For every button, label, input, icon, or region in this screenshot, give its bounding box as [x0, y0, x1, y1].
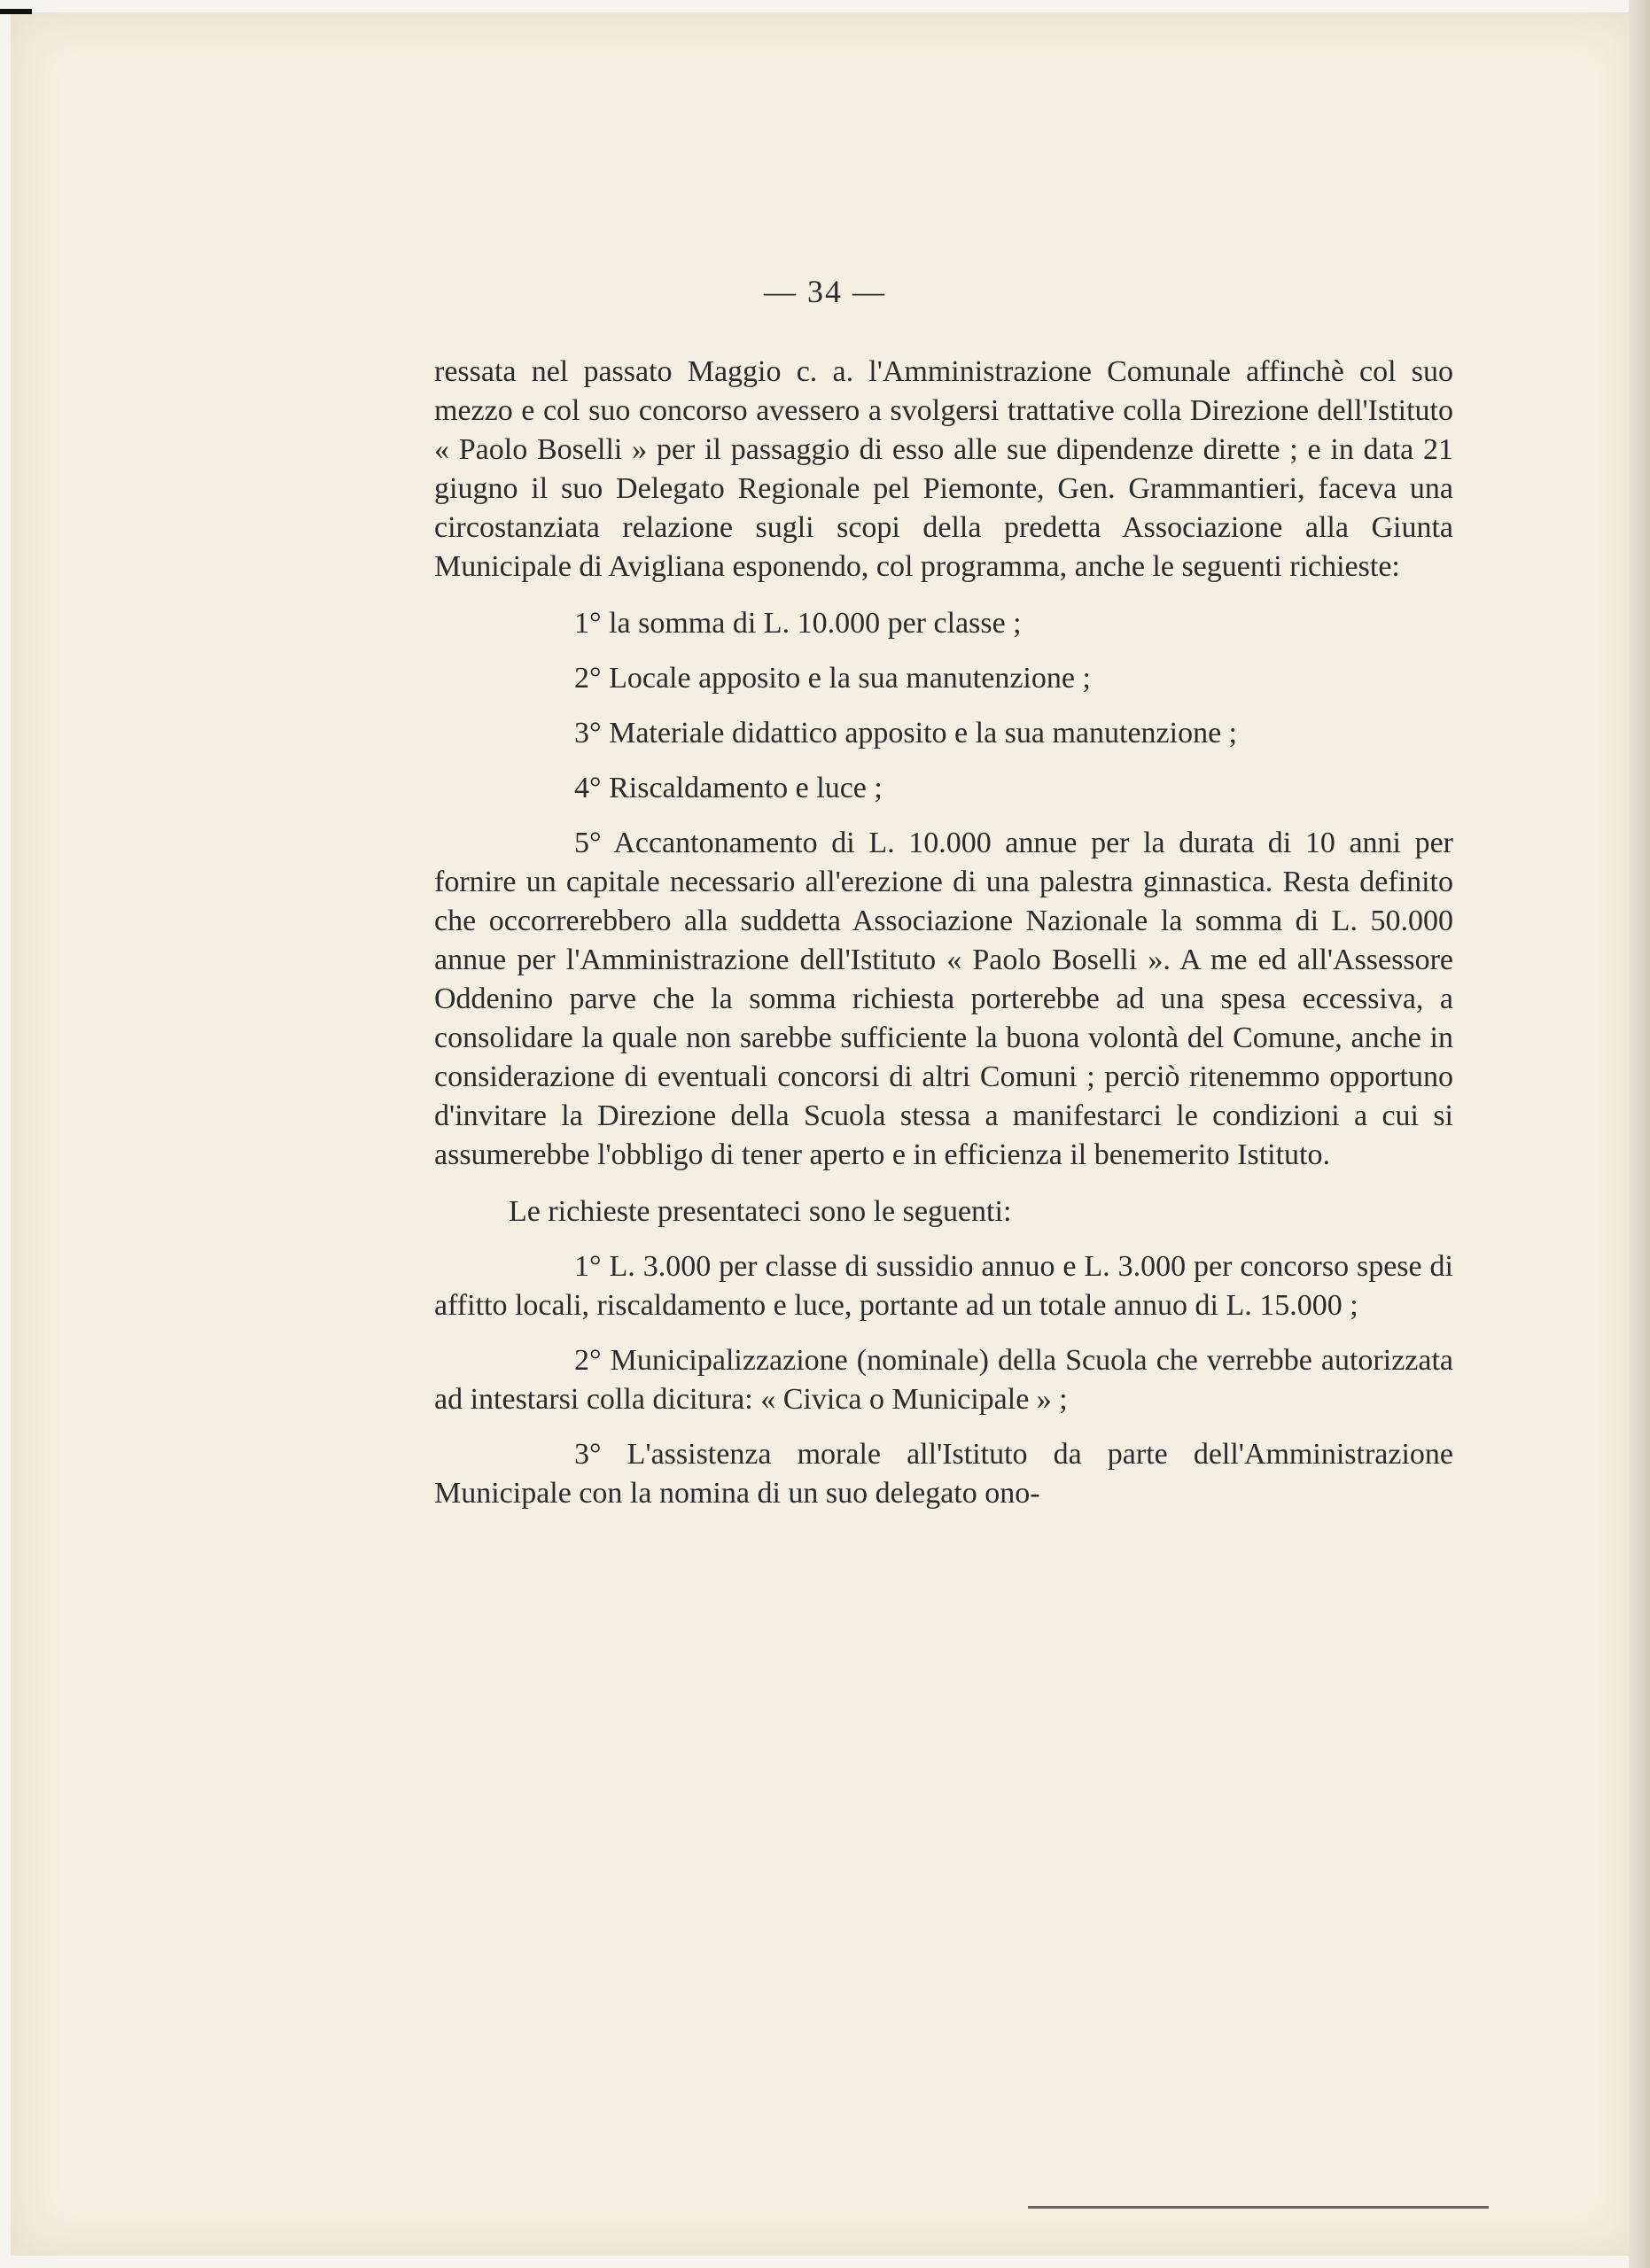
- paragraph-2-intro: Le richieste presentateci sono le seguenti:: [509, 1195, 1012, 1228]
- request-item-2: 2° Locale apposito e la sua manutenzione ;: [574, 662, 1091, 695]
- page-bottom-line: [1028, 2206, 1489, 2209]
- page-right-edge: [1629, 0, 1650, 2268]
- request-item-1: 1° la somma di L. 10.000 per classe ;: [574, 607, 1022, 640]
- condition-item-2: 2° Municipalizzazione (nominale) della Scuola che verrebbe autorizzata ad intestarsi colla dicitura: « Civica o Municipale » ;: [434, 1344, 1453, 1416]
- condition-item-3: 3° L'assistenza morale all'Istituto da parte dell'Amministrazione Municipale con la nomina di un suo delegato ono-: [434, 1438, 1453, 1510]
- page-number: — 34 —: [764, 274, 886, 309]
- document-body: [434, 353, 1453, 1513]
- request-item-4: 4° Riscaldamento e luce ;: [574, 772, 883, 804]
- request-item-5: 5° Accantonamento di L. 10.000 annue per la durata di 10 anni per fornire un capitale necessario all'erezione di una palestra ginnastica. Resta definito che occorrerebbero alla suddetta Associazione Nazionale la somma di L. 50.000 annue per l'Amministrazione dell'Istituto « Paolo Boselli ». A me ed all'Assessore Oddenino parve che la somma richiesta porterebbe ad una spesa eccessiva, a consolidare la quale non sarebbe sufficiente la buona volontà del Comune, anche in considerazione di eventuali concorsi di altri Comuni ; perciò ritenemmo opportuno d'invitare la Direzione della Scuola stessa a manifestarci le condizioni a cui si assumerebbe l'obbligo di tener aperto e in efficienza il benemerito Istituto.: [434, 827, 1453, 1171]
- scan-edge-mark: [0, 9, 32, 14]
- paragraph-1: ressata nel passato Maggio c. a. l'Amministrazione Comunale affinchè col suo mezzo e col suo concorso avessero a svolgersi trattative colla Direzione dell'Istituto « Paolo Boselli » per il passaggio di esso alle sue dipendenze dirette ; e in data 21 giugno il suo Delegato Regionale pel Piemonte, Gen. Grammantieri, faceva una circostanziata relazione sugli scopi della predetta Associazione alla Giunta Municipale di Avigliana esponendo, col programma, anche le seguenti richieste:: [434, 355, 1453, 583]
- condition-item-1: 1° L. 3.000 per classe di sussidio annuo e L. 3.000 per concorso spese di affitto locali, riscaldamento e luce, portante ad un totale annuo di L. 15.000 ;: [434, 1250, 1453, 1322]
- request-item-3: 3° Materiale didattico apposito e la sua manutenzione ;: [574, 717, 1238, 750]
